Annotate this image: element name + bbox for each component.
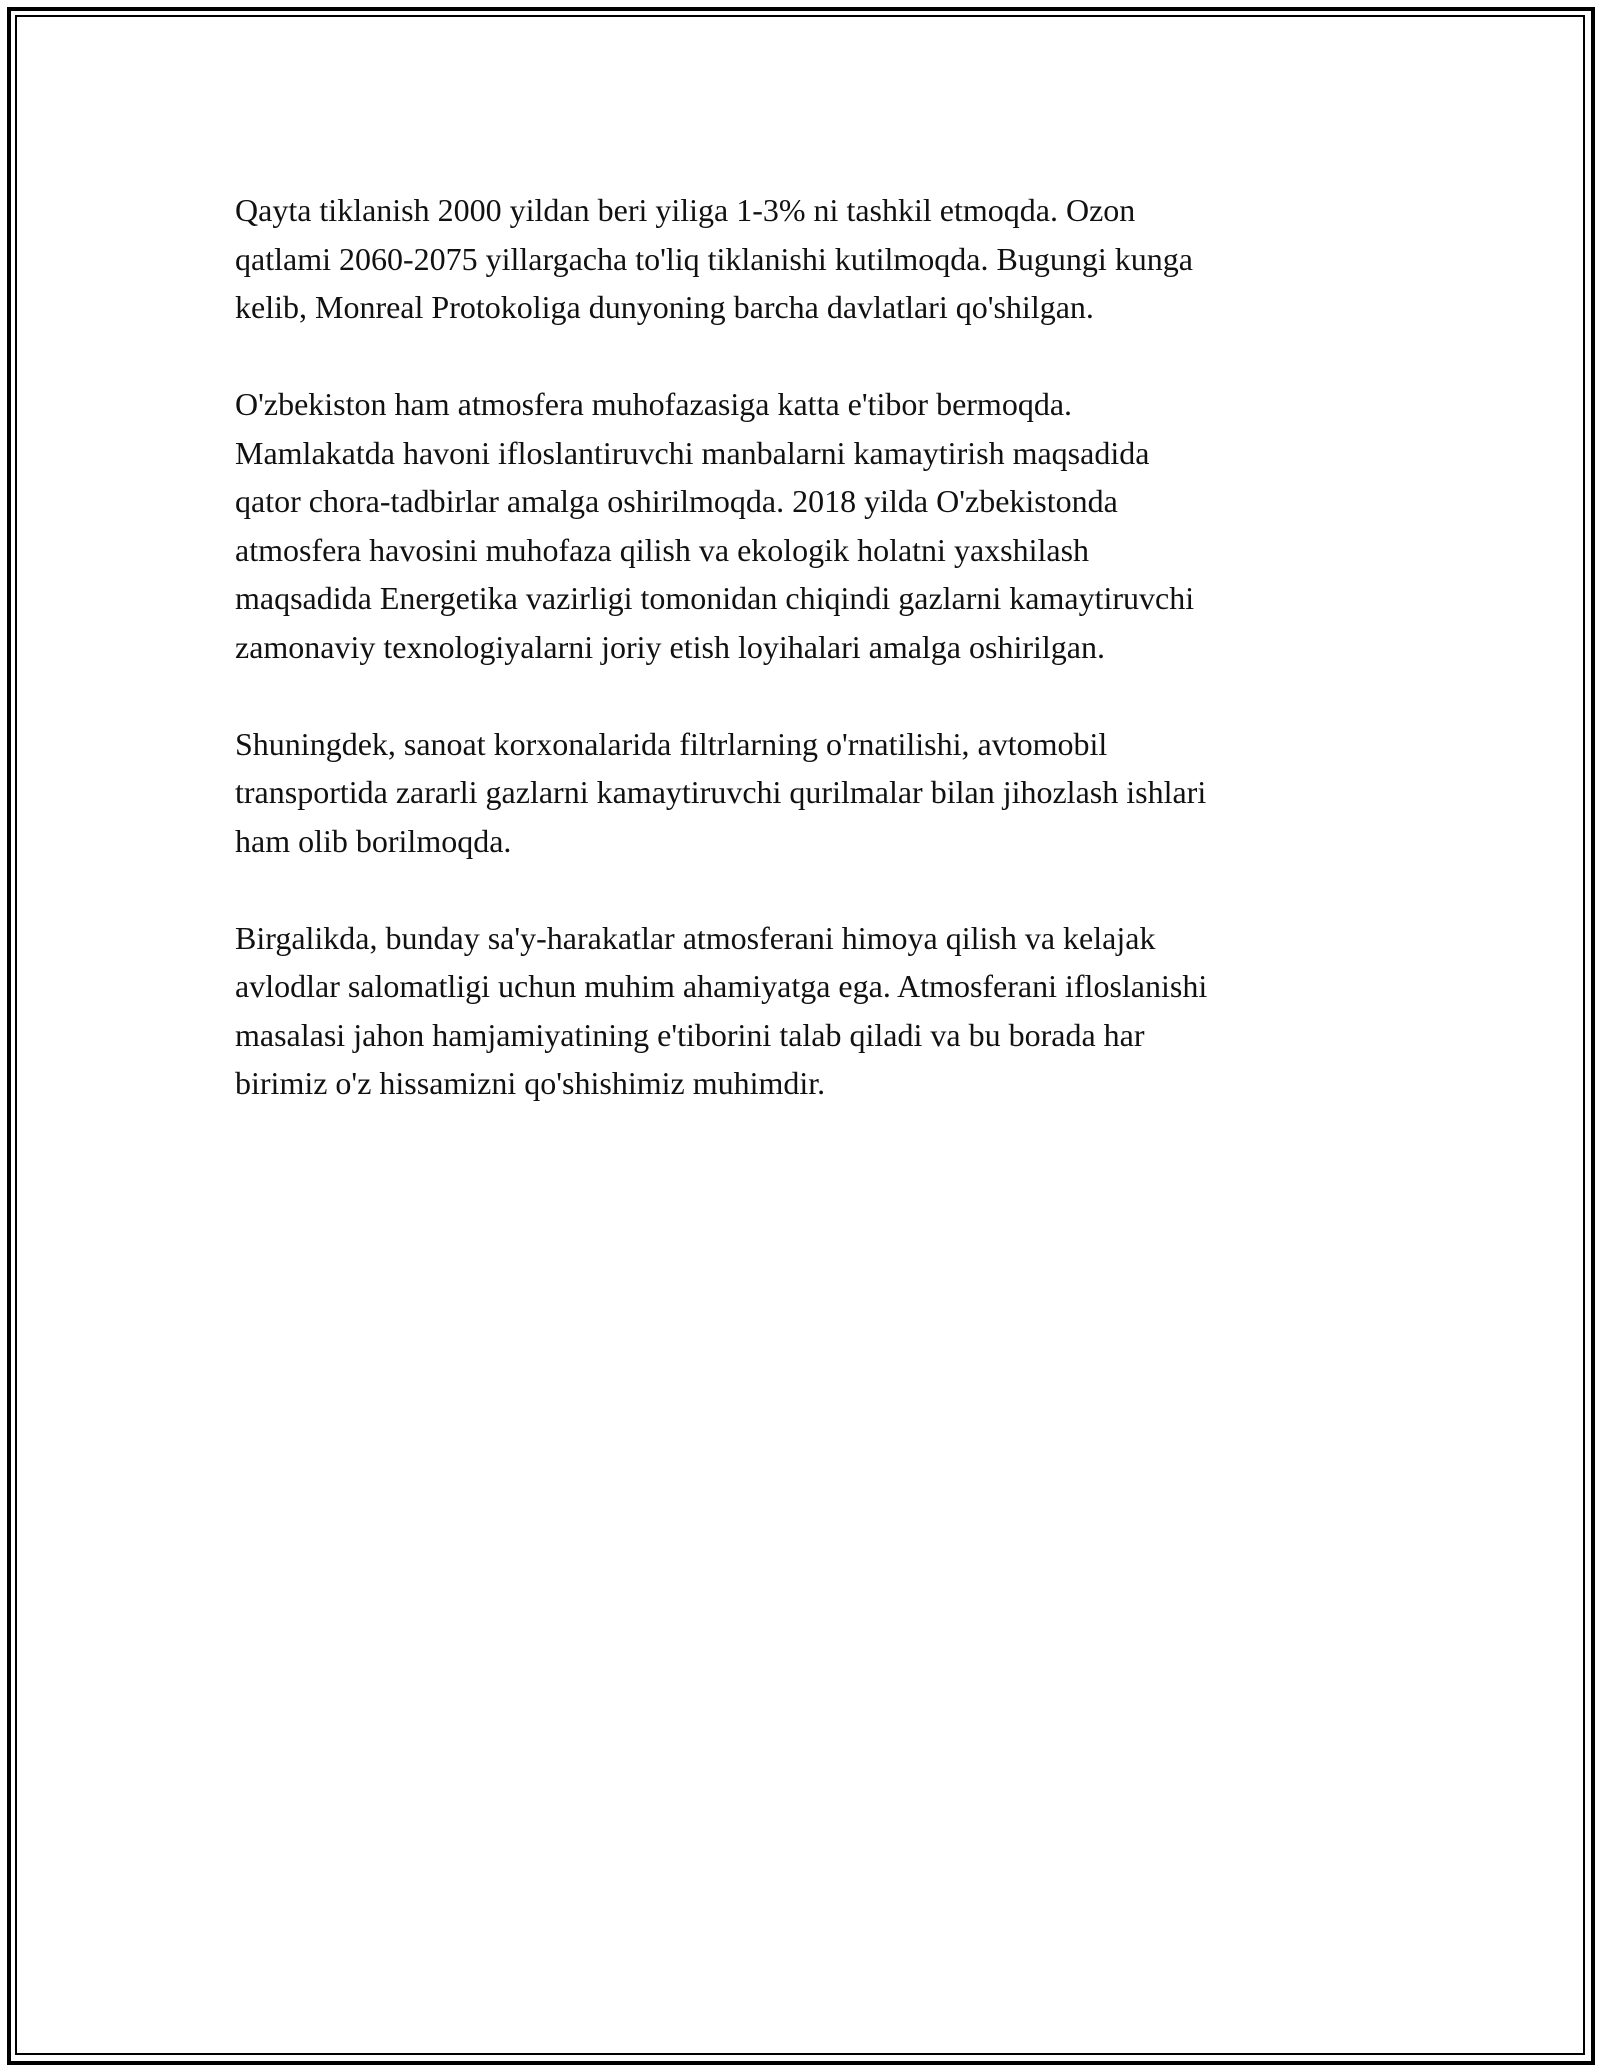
paragraph-conclusion: Birgalikda, bunday sa'y-harakatlar atmosferani himoya qilish va kelajak avlodlar salomatligi uchun muhim ahamiyatga ega. Atmosferani ifloslanishi masalasi jahon hamjamiyatining e'tiborini talab qiladi va bu borada har birimiz o'z hissamizni qo'shishimiz muhimdir. <box>235 919 1208 1101</box>
paragraph-industry-transport: Shuningdek, sanoat korxonalarida filtrlarning o'rnatilishi, avtomobil transportida zararli gazlarni kamaytiruvchi qurilmalar bilan jihozlash ishlari ham olib borilmoqda. <box>235 725 1207 859</box>
document-body <box>235 186 1365 1156</box>
paragraph-ozone-recovery: Qayta tiklanish 2000 yildan beri yiliga 1-3% ni tashkil etmoqda. Ozon qatlami 2060-2075 yillargacha to'liq tiklanishi kutilmoqda. Bugungi kunga kelib, Monreal Protokoliga dunyoning barcha davlatlari qo'shilgan. <box>235 192 1193 325</box>
paragraph-uzbekistan-measures: O'zbekiston ham atmosfera muhofazasiga katta e'tibor bermoqda. Mamlakatda havoni ifloslantiruvchi manbalarni kamaytirish maqsadida qator chora-tadbirlar amalga oshirilmoqda. 2018 yilda O'zbekistonda atmosfera havosini muhofaza qilish va ekologik holatni yaxshilash maqsadida Energetika vazirligi tomonidan chiqindi gazlarni kamaytiruvchi zamonaviy texnologiyalarni joriy etish loyihalari amalga oshirilgan. <box>235 386 1195 665</box>
